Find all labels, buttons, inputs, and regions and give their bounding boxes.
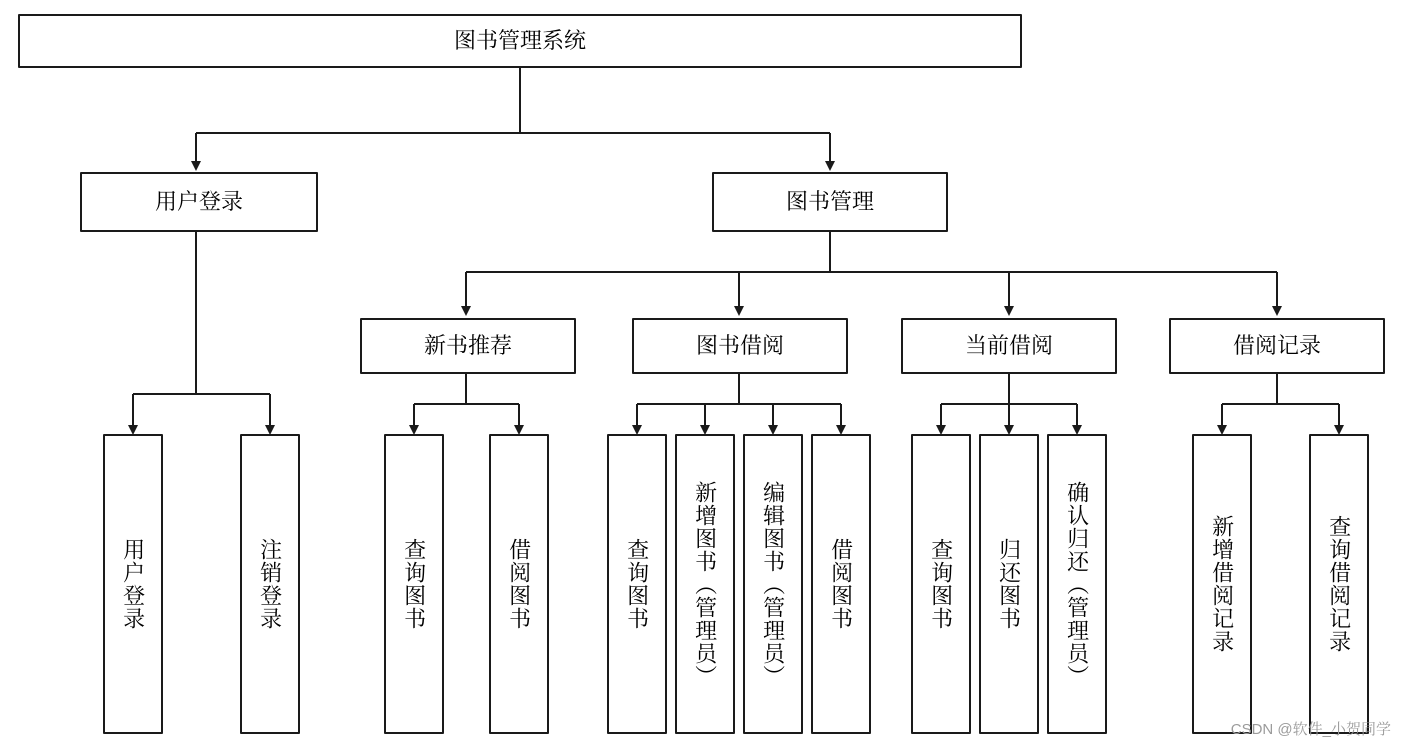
- leaf-new-book-query[interactable]: 查询图书: [384, 434, 444, 734]
- leaf-current-borrow-query[interactable]: 查询图书: [911, 434, 971, 734]
- leaf-user-login-logout[interactable]: 注销登录: [240, 434, 300, 734]
- leaf-book-borrow-add[interactable]: 新增图书（管理员）: [675, 434, 735, 734]
- node-root-system[interactable]: 图书管理系统: [18, 14, 1022, 68]
- leaf-user-login-login[interactable]: 用户登录: [103, 434, 163, 734]
- leaf-borrow-record-add[interactable]: 新增借阅记录: [1192, 434, 1252, 734]
- node-book-borrow[interactable]: 图书借阅: [632, 318, 848, 374]
- leaf-borrow-record-query[interactable]: 查询借阅记录: [1309, 434, 1369, 734]
- node-borrow-record[interactable]: 借阅记录: [1169, 318, 1385, 374]
- leaf-book-borrow-edit[interactable]: 编辑图书（管理员）: [743, 434, 803, 734]
- node-new-book-recommend[interactable]: 新书推荐: [360, 318, 576, 374]
- node-user-login[interactable]: 用户登录: [80, 172, 318, 232]
- node-current-borrow[interactable]: 当前借阅: [901, 318, 1117, 374]
- leaf-new-book-borrow[interactable]: 借阅图书: [489, 434, 549, 734]
- node-book-management[interactable]: 图书管理: [712, 172, 948, 232]
- leaf-current-borrow-return[interactable]: 归还图书: [979, 434, 1039, 734]
- leaf-book-borrow-query[interactable]: 查询图书: [607, 434, 667, 734]
- watermark-text: CSDN @软件_小贺同学: [1230, 721, 1391, 738]
- leaf-current-borrow-confirm[interactable]: 确认归还（管理员）: [1047, 434, 1107, 734]
- leaf-book-borrow-borrow[interactable]: 借阅图书: [811, 434, 871, 734]
